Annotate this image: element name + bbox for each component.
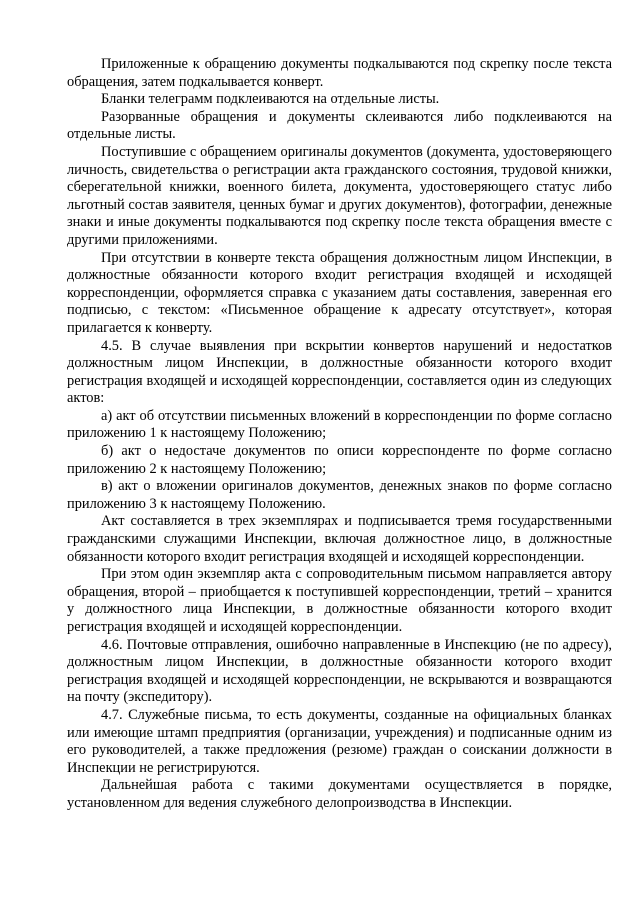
- paragraph: Разорванные обращения и документы склеиваются либо подклеиваются на отдельные листы.: [67, 108, 612, 143]
- section-4-6: 4.6. Почтовые отправления, ошибочно направленные в Инспекцию (не по адресу), должностным лицом Инспекции, в должностные обязанности которого входит регистрация входящей и исходящей корреспонденции, не вскрываются и возвращаются на почту (экспедитору).: [67, 636, 612, 706]
- paragraph: Дальнейшая работа с такими документами осуществляется в порядке, установленном для ведения служебного делопроизводства в Инспекции.: [67, 777, 612, 811]
- paragraph: При отсутствии в конверте текста обращения должностным лицом Инспекции, в должностные обязанности которого входит регистрация входящей и исходящей корреспонденции, оформляется справка с указанием даты составления, заверенная его подписью, с текстом: «Письменное обращение к адресату отсутствует», которая прилагается к конверту.: [67, 249, 612, 336]
- paragraph: Акт составляется в трех экземплярах и подписывается тремя государственными гражданскими служащими Инспекции, включая должностное лицо, в должностные обязанности которого входит регистрация входящей и исходящей корреспонденции.: [67, 513, 612, 565]
- document-page: [67, 56, 612, 813]
- section-4-5: 4.5. В случае выявления при вскрытии конвертов нарушений и недостатков должностным лицом Инспекции, в должностные обязанности которого входит регистрация входящей и исходящей корреспонденции, составляется один из следующих актов:: [67, 337, 612, 407]
- section-4-7: 4.7. Служебные письма, то есть документы, созданные на официальных бланках или имеющие штамп предприятия (организации, учреждения) и подписанные одним из его руководителей, а также предложения (резюме) граждан о соискании должности в Инспекции не регистрируются.: [67, 706, 612, 776]
- list-item-c: в) акт о вложении оригиналов документов, денежных знаков по форме согласно приложению 3 к настоящему Положению.: [67, 478, 612, 512]
- paragraph: При этом один экземпляр акта с сопроводительным письмом направляется автору обращения, второй – приобщается к поступившей корреспонденции, третий – хранится у должностного лица Инспекции, в должностные обязанности которого входит регистрация входящей и исходящей корреспонденции.: [67, 566, 612, 635]
- list-item-a: а) акт об отсутствии письменных вложений в корреспонденции по форме согласно приложению 1 к настоящему Положению;: [67, 407, 612, 442]
- paragraph: Бланки телеграмм подклеиваются на отдельные листы.: [101, 91, 440, 108]
- paragraph: Поступившие с обращением оригиналы документов (документа, удостоверяющего личность, свидетельства о регистрации акта гражданского состояния, трудовой книжки, сберегательной книжки, военного билета, документа, удостоверяющего статус либо льготный состав заявителя, ценных бумаг и других документов), фотографии, денежные знаки и иные документы подкалываются под скрепку после текста обращения вместе с другими приложениями.: [67, 143, 612, 248]
- list-item-b: б) акт о недостаче документов по описи корреспонденте по форме согласно приложению 2 к настоящему Положению;: [67, 443, 612, 477]
- paragraph: Приложенные к обращению документы подкалываются под скрепку после текста обращения, затем подкалывается конверт.: [67, 56, 612, 90]
